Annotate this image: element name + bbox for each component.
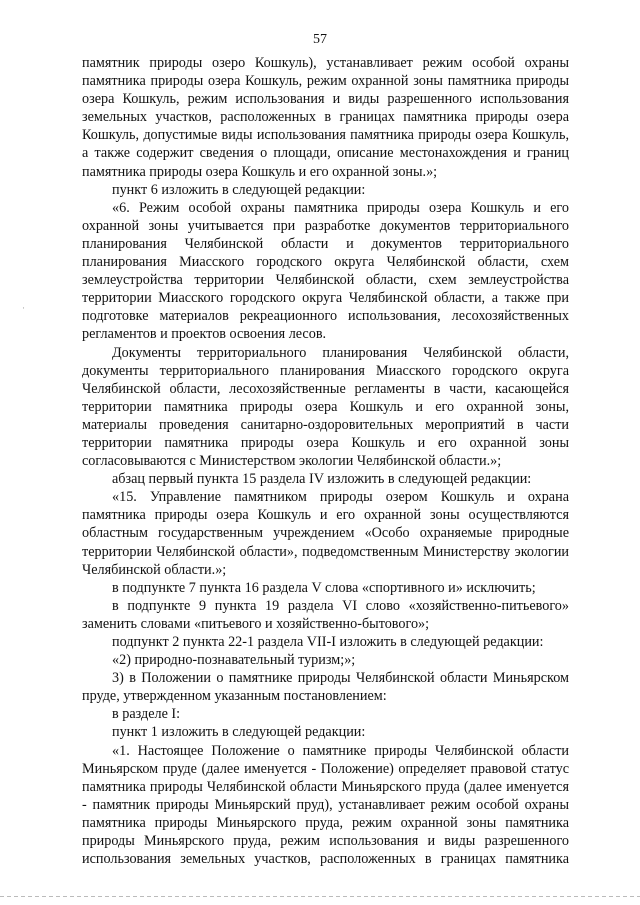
text-line: памятника природы озера Кошкуль, режим охранной зоны памятника природы: [82, 73, 569, 90]
text-line: «15. Управление памятником природы озером Кошкуль и охрана: [112, 489, 569, 506]
text-line: территории памятника природы озера Кошкуль и его охранной зоны: [82, 434, 569, 451]
text-line: в подпункте 9 пункта 19 раздела VI слово «хозяйственно-питьевого»: [112, 597, 569, 614]
text-line: охранной зоны учитывается при разработке документов территориального: [82, 217, 569, 234]
text-line: а также содержит сведения о площади, описание местонахождения и границ: [82, 145, 569, 162]
text-line: «6. Режим особой охраны памятника природы озера Кошкуль и его: [112, 199, 569, 216]
text-line: регламентов и проектов освоения лесов.: [82, 326, 327, 343]
text-line: в подпункте 7 пункта 16 раздела V слова «спортивного и» исключить;: [112, 579, 536, 596]
text-line: 3) в Положении о памятнике природы Челябинской области Миньярском: [112, 670, 569, 687]
text-line: территории Миасского городского округа Челябинской области, а также при: [82, 290, 569, 307]
text-line: материалы проведения санитарно-оздоровительных мероприятий в части: [82, 416, 569, 433]
text-line: памятника природы озера Кошкуль и его охранной зоны осуществляются: [82, 507, 569, 524]
text-line: подготовке материалов рекреационного использования, лесохозяйственных: [82, 308, 569, 325]
text-line: использования земельных участков, расположенных в границах памятника: [82, 851, 569, 868]
text-line: Кошкуль, допустимые виды использования памятника природы озера Кошкуль,: [82, 127, 569, 144]
text-line: памятника природы Челябинской области Миньярского пруда (далее именуется: [82, 778, 569, 795]
scan-mark: ·: [22, 303, 25, 313]
text-line: Миньярском пруде (далее именуется - Положение) определяет правовой статус: [82, 760, 569, 777]
text-line: озера Кошкуль, режим использования и виды разрешенного использования: [82, 91, 569, 108]
page-number: 57: [313, 32, 327, 47]
text-line: - памятник природы Миньярский пруд), устанавливает режим особой охраны: [82, 796, 569, 813]
document-body: [82, 54, 569, 868]
text-line: природы Миньярского пруда, режим использования и виды разрешенного: [82, 833, 569, 850]
text-line: землеустройства территории Челябинской области, схем землеустройства: [82, 272, 569, 289]
text-line: в разделе I:: [112, 706, 181, 723]
text-line: земельных участков, расположенных в границах памятника природы озера: [82, 109, 569, 126]
page-bottom-edge: [0, 896, 640, 897]
text-line: памятника природы Миньярского пруда, режим охранной зоны памятника: [82, 814, 569, 831]
text-line: абзац первый пункта 15 раздела IV изложить в следующей редакции:: [112, 471, 532, 488]
text-line: территории Челябинской области», подведомственным Министерству экологии: [82, 543, 569, 560]
text-line: Документы территориального планирования Челябинской области,: [112, 344, 569, 361]
text-line: «1. Настоящее Положение о памятнике природы Челябинской области: [112, 742, 569, 759]
text-line: планирования Челябинской области и документов территориального: [82, 235, 569, 252]
text-line: пруде, утвержденном указанным постановлением:: [82, 688, 387, 705]
text-line: подпункт 2 пункта 22-1 раздела VII-I изложить в следующей редакции:: [112, 634, 544, 650]
text-line: областным государственным учреждением «Особо охраняемые природные: [82, 525, 569, 542]
text-line: согласовываются с Министерством экологии Челябинской области.»;: [82, 453, 502, 470]
text-line: документы территориального планирования Миасского городского округа: [82, 362, 569, 379]
text-line: планирования Миасского городского округа Челябинской области, схем: [82, 254, 569, 271]
text-line: Челябинской области.»;: [82, 561, 227, 578]
text-line: памятника природы озера Кошкуль и его охранной зоны.»;: [82, 163, 438, 180]
text-line: Челябинской области, лесохозяйственные регламенты в части, касающейся: [82, 380, 569, 397]
text-line: территории памятника природы озера Кошкуль и его охранной зоны,: [82, 398, 569, 415]
text-line: пункт 1 изложить в следующей редакции:: [112, 724, 366, 741]
text-line: заменить словами «питьевого и хозяйственно-бытового»;: [82, 615, 430, 632]
text-line: памятник природы озеро Кошкуль), устанавливает режим особой охраны: [82, 55, 569, 71]
text-line: «2) природно-познавательный туризм;»;: [112, 652, 356, 669]
text-line: пункт 6 изложить в следующей редакции:: [112, 181, 366, 198]
